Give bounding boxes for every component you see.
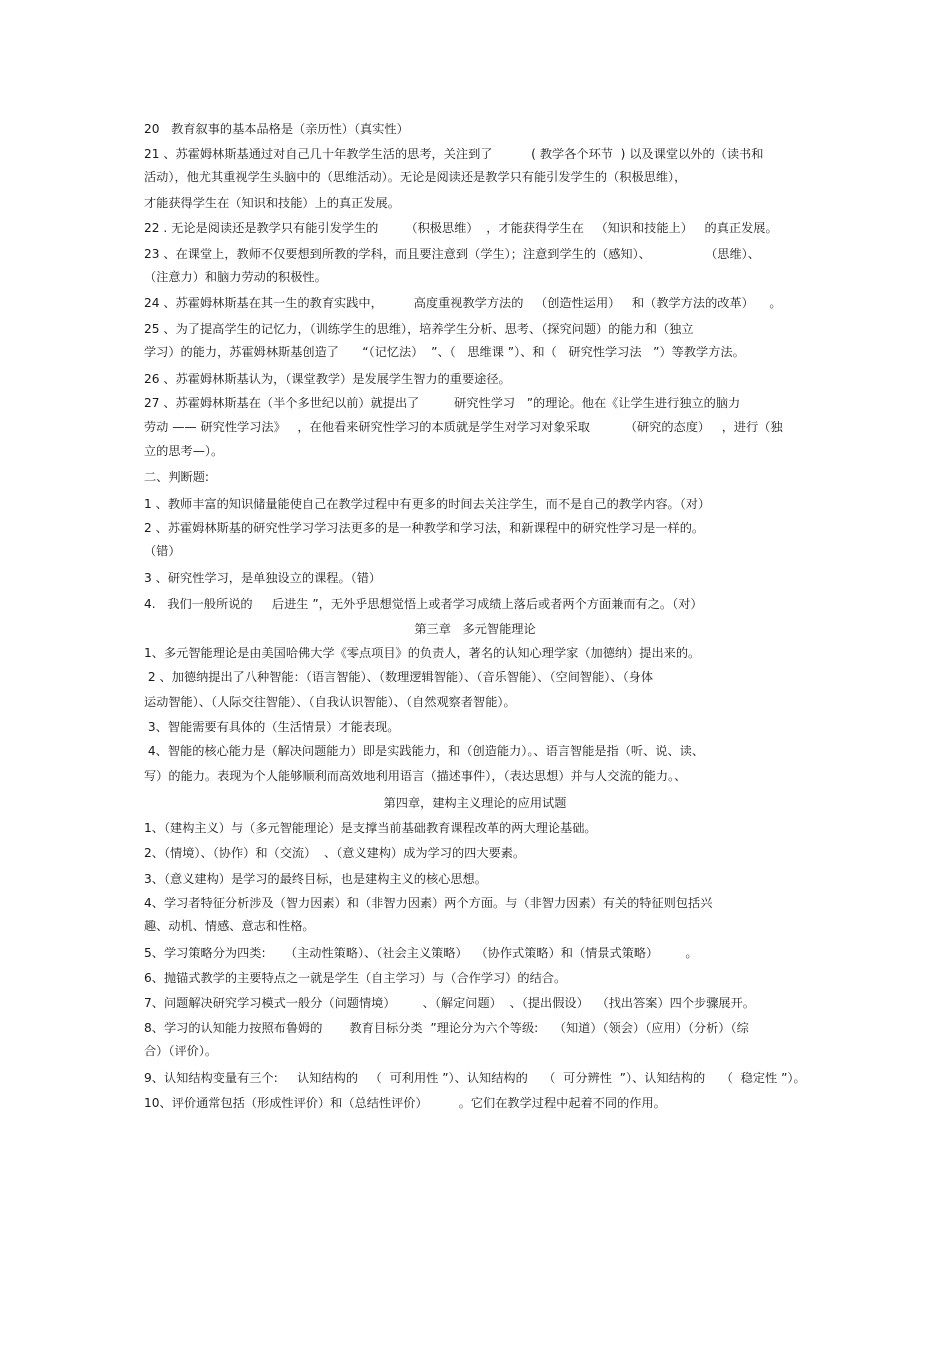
text-line: （注意力）和脑力劳动的积极性。: [144, 270, 327, 284]
text-line: 7、问题解决研究学习模式一般分（问题情境） 、（解定问题） 、（提出假设） （找出答案）四个步骤展开。: [144, 996, 755, 1010]
text-line: 24 、苏霍姆林斯基在其一生的教育实践中， 高度重视教学方法的 （创造性运用） 和（教学方法的改革） 。: [144, 296, 782, 310]
text-line: 学习）的能力，苏霍姆林斯基创造了 “（记忆法） ”、（ 思维课 ”）、和（ 研究性学习法 ”）等教学方法。: [144, 345, 745, 359]
text-line: 1、多元智能理论是由美国哈佛大学《零点项目》的负责人，著名的认知心理学家（加德纳）提出来的。: [144, 646, 701, 660]
text-line: 22 . 无论是阅读还是教学只有能引发学生的 （积极思维） ，才能获得学生在 （知识和技能上） 的真正发展。: [144, 221, 778, 235]
text-line: 4、学习者特征分析涉及（智力因素）和（非智力因素）两个方面。与（非智力因素）有关的特征则包括兴: [144, 896, 713, 910]
text-line: 10、评价通常包括（形成性评价）和（总结性评价） 。它们在教学过程中起着不同的作用。: [144, 1096, 666, 1110]
text-line: 3 、研究性学习，是单独设立的课程。（错）: [144, 571, 382, 585]
text-line: 写）的能力。表现为个人能够顺利而高效地利用语言（描述事件），（表达思想）并与人交流的能力。、: [144, 769, 687, 783]
text-line: 立的思考—）。: [144, 444, 224, 458]
text-line: 2、（情境）、（协作）和（交流） 、（意义建构）成为学习的四大要素。: [144, 846, 526, 860]
text-line: 23 、在课堂上，教师不仅要想到所教的学科，而且要注意到（学生）；注意到学生的（感知）、 （思维）、: [144, 247, 760, 261]
text-line: 趣、动机、情感、意志和性格。: [144, 919, 315, 933]
text-line: 9、认知结构变量有三个: 认知结构的 （ 可利用性 ”）、认知结构的 （ 可分辨性 ”）、认知结构的 （ 稳定性 ”）。: [144, 1071, 806, 1085]
text-line: 26 、苏霍姆林斯基认为，（课堂教学）是发展学生智力的重要途径。: [144, 372, 511, 386]
text-line: 3、（意义建构）是学习的最终目标，也是建构主义的核心思想。: [144, 872, 487, 886]
text-line: 运动智能）、（人际交往智能）、（自我认识智能）、（自然观察者智能）。: [144, 695, 516, 709]
text-line: 21 、苏霍姆林斯基通过对自己几十年教学生活的思考，关注到了 ( 教学各个环节 ) 以及课堂以外的（读书和: [144, 147, 764, 161]
chapter-title: 第四章，建构主义理论的应用试题: [383, 796, 567, 810]
text-line: 1、（建构主义）与（多元智能理论）是支撑当前基础教育课程改革的两大理论基础。: [144, 821, 597, 835]
text-line: 活动），他尤其重视学生头脑中的（思维活动）。无论是阅读还是教学只有能引发学生的（积极思维），: [144, 170, 687, 184]
text-line: 20 教育叙事的基本品格是（亲历性）（真实性）: [144, 122, 409, 136]
text-line: 27 、苏霍姆林斯基在（半个多世纪以前）就提出了 研究性学习 ”的理论。他在《让学生进行独立的脑力: [144, 396, 741, 410]
text-line: 才能获得学生在（知识和技能）上的真正发展。: [144, 196, 400, 210]
text-line: 2 、苏霍姆林斯基的研究性学习学习法更多的是一种教学和学习法，和新课程中的研究性学习是一样的。: [144, 521, 705, 535]
text-line: 6、抛锚式教学的主要特点之一就是学生（自主学习）与（合作学习）的结合。: [144, 971, 567, 985]
text-line: 1 、教师丰富的知识储量能使自己在教学过程中有更多的时间去关注学生，而不是自己的教学内容。（对）: [144, 497, 711, 511]
text-line: 4. 我们一般所说的 后进生 ”，无外乎思想觉悟上或者学习成绩上落后或者两个方面兼而有之。（对）: [144, 597, 703, 611]
text-line: 25 、为了提高学生的记忆力，（训练学生的思维），培养学生分析、思考、（探究问题）的能力和（独立: [144, 322, 694, 336]
text-line: （错）: [144, 544, 181, 558]
text-line: 劳动 —— 研究性学习法》 ，在他看来研究性学习的本质就是学生对学习对象采取 （研究的态度） ，进行（独: [144, 420, 783, 434]
text-line: 8、学习的认知能力按照布鲁姆的 教育目标分类 ”理论分为六个等级: （知道）（领会）（应用）（分析）（综: [144, 1021, 749, 1035]
section-heading: 二、判断题:: [144, 470, 210, 484]
text-line: 2 、加德纳提出了八种智能：（语言智能）、（数理逻辑智能）、（音乐智能）、（空间智能）、（身体: [144, 670, 654, 684]
chapter-title: 第三章 多元智能理论: [414, 622, 536, 636]
text-line: 合）（评价）。: [144, 1044, 218, 1058]
text-line: 4、智能的核心能力是（解决问题能力）即是实践能力，和（创造能力）。、语言智能是指（听、说、读、: [144, 744, 705, 758]
text-line: 3、智能需要有具体的（生活情景）才能表现。: [144, 720, 400, 734]
text-line: 5、学习策略分为四类: （主动性策略）、（社会主义策略） （协作式策略）和（情景式策略） 。: [144, 946, 698, 960]
